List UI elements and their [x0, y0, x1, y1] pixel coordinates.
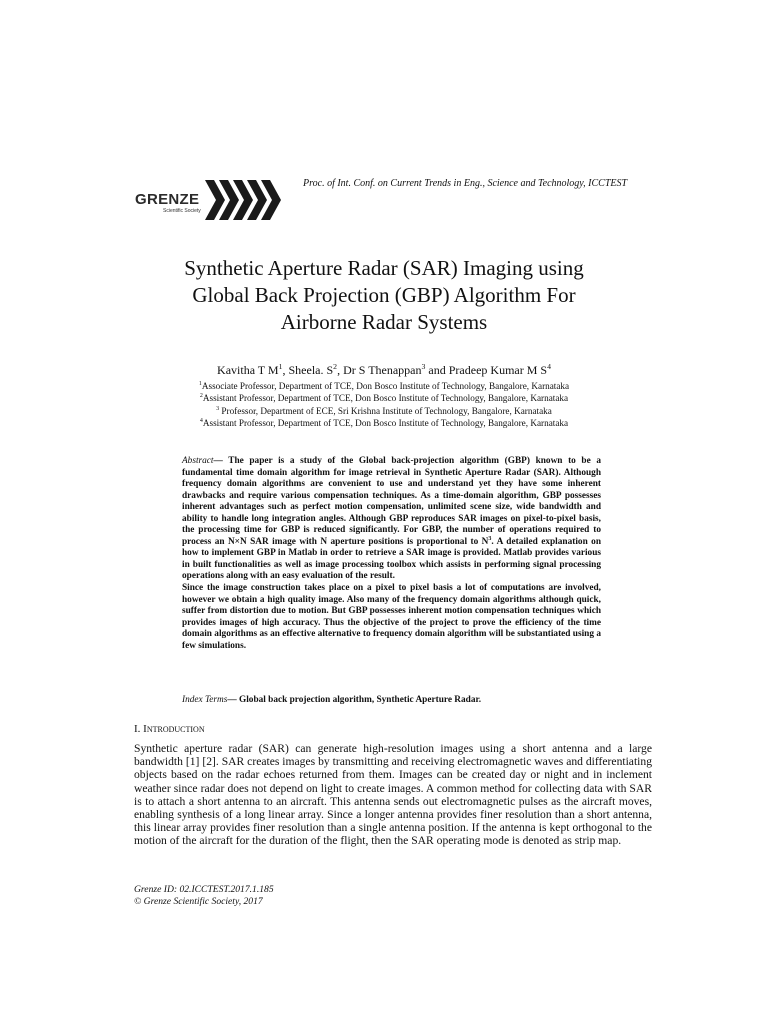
index-terms: Index Terms— Global back projection algorithm, Synthetic Aperture Radar. [182, 695, 482, 705]
affiliations [134, 380, 634, 430]
copyright: © Grenze Scientific Society, 2017 [134, 896, 263, 908]
index-terms-label: Index Terms [182, 695, 228, 705]
author-list [134, 363, 634, 378]
affiliation-line: $^3$ Professor, Department of ECE, Sri Krishna Institute of Technology, Bangalore, Karnataka [216, 405, 552, 416]
affiliation-line: $^4$Assistant Professor, Department of TCE, Don Bosco Institute of Technology, Bangalore, Karnataka [199, 418, 569, 429]
abstract [182, 456, 601, 652]
abstract-paragraph-2: Since the image construction takes place on a pixel to pixel basis a lot of computations are involved, however we obtain a high quality image. Also many of the frequency domain algorithms although quick, suffer from distortion due to motion. But GBP possesses inherent motion compensation techniques which provides images of high accuracy. Thus the objective of the project to prove the efficiency of the time domain algorithms as an effective alternative to frequency domain algorithm will be substantiated using a few simulations. [182, 583, 601, 651]
abstract-paragraph-1: Abstract— The paper is a study of the Global back-projection algorithm (GBP) known to be a fundamental time domain algorithm for image retrieval in Synthetic Aperture Radar (SAR). Although frequency domain algorithms are convenient to use and understand yet they have some inherent drawbacks and require various compensation techniques. As a time-domain algorithm, GBP possesses inherent advantages such as perfect motion compensation, unlimited scene size, wide bandwidth and ability to handle long integration angles. Although GBP reproduces SAR images on pixel-to-pixel basis, the processing time for GBP is reduced significantly. For GBP, the number of operations required to process an N×N SAR image with N aperture positions is proportional to $N^3$. A detailed explanation on how to implement GBP in Matlab in order to retrieve a SAR image is provided. Matlab provides various in built functionalities as well as image processing toolbox which assists in performing signal processing operations along with an easy evaluation of the result. [182, 456, 601, 582]
grenze-id: Grenze ID: 02.ICCTEST.2017.1.185 [134, 884, 274, 895]
author-sup: 3 [421, 362, 426, 371]
author-sup: 1 [278, 362, 283, 371]
title-line-3: Airborne Radar Systems [280, 310, 488, 334]
introduction-body: Synthetic aperture radar (SAR) can generate high-resolution images using a short antenna and a large bandwidth [1] [2]. SAR creates images by transmitting and receiving electromagnetic waves and differentiating objects based on the radar echoes returned from them. Images can be created day or night and in inclement weather since radar does not depend on light to create images. A common method for collecting data with SAR is to attach a short antenna to an aircraft. This antenna sends out electromagnetic pulses as the aircraft moves, enabling synthesis of a long linear array. Since a longer antenna provides finer resolution than a short antenna, this linear array provides finer resolution than a single antenna position. If the antenna is kept orthogonal to the motion of the aircraft for the duration of the flight, then the SAR operating mode is denoted as strip map. [134, 742, 652, 848]
author-name: , Dr S Thenappan [337, 363, 422, 377]
abstract-label: Abstract [182, 456, 214, 466]
paper-title [134, 255, 634, 336]
author-sup: 4 [547, 362, 551, 371]
affiliation-line: $^2$Assistant Professor, Department of TCE, Don Bosco Institute of Technology, Bangalore, Karnataka [199, 393, 569, 404]
logo-wordmark: GRENZE [135, 191, 200, 208]
page-footer [134, 884, 274, 909]
proceedings-header: Proc. of Int. Conf. on Current Trends in Eng., Science and Technology, ICCTEST [303, 178, 628, 189]
title-line-2: Global Back Projection (GBP) Algorithm For [192, 283, 576, 307]
chevron-arrows-icon [205, 177, 281, 223]
author-sup: 2 [333, 362, 338, 371]
section-heading: I. Introduction [134, 723, 205, 735]
author-name: and Pradeep Kumar M S [425, 363, 548, 377]
logo-subtitle: Scientific Society [163, 208, 201, 214]
title-line-1: Synthetic Aperture Radar (SAR) Imaging using [184, 256, 584, 280]
author-name: , Sheela. S [282, 363, 334, 377]
author-name: Kavitha T M [217, 363, 279, 377]
affiliation-line: $^1$Associate Professor, Department of TCE, Don Bosco Institute of Technology, Bangalore, Karnataka [198, 380, 570, 391]
grenze-logo [133, 175, 283, 225]
